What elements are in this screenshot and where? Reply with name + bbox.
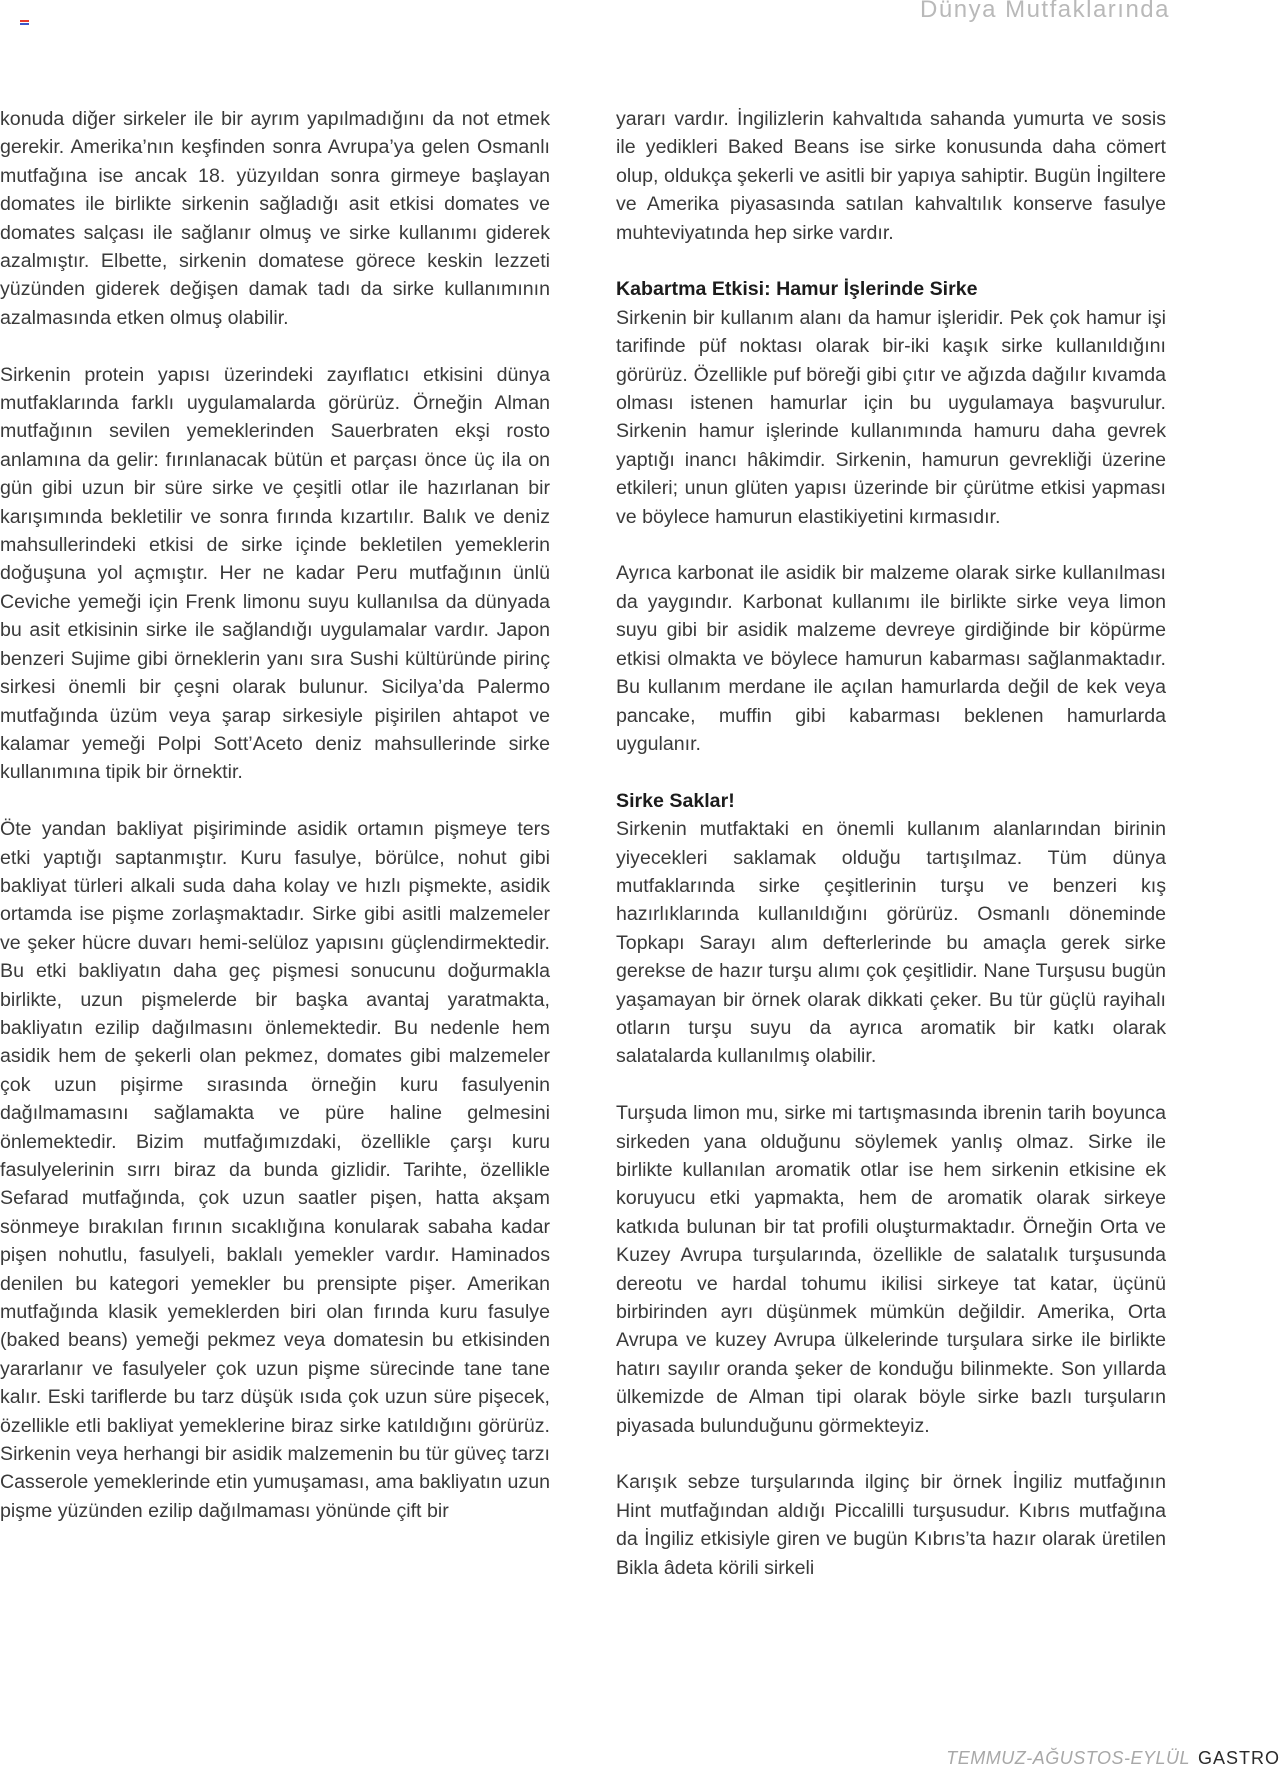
paragraph: konuda diğer sirkeler ile bir ayrım yapılmadığını da not etmek gerekir. Amerika’nın keşfinden sonra Avrupa’ya gelen Osmanlı mutfağına ise ancak 18. yüzyıldan sonra girmeye başlayan domates ile birlikte sirkenin sağladığı asit etkisi domates ve domates salçası ile sağlanır olmuş ve sirke kullanımı giderek azalmıştır. Elbette, sirkenin domatese görece keskin lezzeti yüzünden giderek değişen damak tadı da sirke kullanımının azalmasında etken olmuş olabilir. (0, 108, 550, 329)
paragraph: Karışık sebze turşularında ilginç bir örnek İngiliz mutfağının Hint mutfağından aldığı Piccalilli turşusudur. Kıbrıs mutfağına da İngiliz etkisiyle giren ve bugün Kıbrıs’ta hazır olarak üretilen Bikla âdeta körili sirkeli (616, 1471, 1166, 1579)
paragraph: Öte yandan bakliyat pişiriminde asidik ortamın pişmeye ters etki yaptığı saptanmıştır. Kuru fasulye, börülce, nohut gibi bakliyat türleri alkali suda daha kolay ve hızlı pişmekte, asidik ortamda ise pişme zorlaşmaktadır. Sirke gibi asitli malzemeler ve şeker hücre duvarı hemi-selüloz yapısını güçlendirmektedir. Bu etki bakliyatın daha geç pişmesi sonucunu doğurmakla birlikte, uzun pişmelerde bir başka avantaj yaratmakta, bakliyatın ezilip dağılmasını önlemektedir. Bu nedenle hem asidik hem de şekerli olan pekmez, domates gibi malzemeler çok uzun pişirme sırasında örneğin kuru fasulyenin dağılmamasını sağlamakta ve püre haline gelmesini önlemektedir. Bizim mutfağımızdaki, özellikle çarşı kuru fasulyelerinin sırrı biraz da bunda gizlidir. Tarihte, özellikle Sefarad mutfağında, çok uzun saatler pişen, hatta akşam sönmeye bırakılan fırının sıcaklığına konularak sabaha kadar pişen nohutlu, fasulyeli, baklalı yemekler vardır. Haminados denilen bu kategori yemekler bu prensipte pişer. Amerikan mutfağında klasik yemeklerden biri olan fırında kuru fasulye (baked beans) yemeği pekmez veya domatesin bu etkisinden yararlanır ve fasulyeler çok uzun pişme sürecinde tane tane kalır. Eski tariflerde bu tarz düşük ısıda çok uzun süre pişecek, özellikle etli bakliyat yemeklerine biraz sirke katıldığını görürüz. Sirkenin veya herhangi bir asidik malzemenin bu tür güveç tarzı Casserole yemeklerinde etin yumuşaması, ama bakliyatın uzun pişme yüzünden ezilip dağılmaması yönünde çift bir (0, 818, 550, 1522)
paragraph: Ayrıca karbonat ile asidik bir malzeme olarak sirke kullanılması da yaygındır. Karbonat kullanımı ile birlikte sirke veya limon suyu gibi bir asidik malzeme devreye girdiğinde bir köpürme etkisi olmakta ve böylece hamurun kabarması sağlanmaktadır. Bu kullanım merdane ile açılan hamurlarda değil de kek veya pancake, muffin gibi kabarması beklenen hamurlarda uygulanır. (616, 562, 1166, 755)
page-footer (946, 1748, 1280, 1768)
left-column (0, 105, 550, 1525)
issue-label: TEMMUZ-AĞUSTOS-EYLÜL (946, 1748, 1190, 1768)
section-heading: Sirke Saklar! (616, 789, 735, 812)
section-heading: Kabartma Etkisi: Hamur İşlerinde Sirke (616, 278, 978, 301)
right-column (616, 105, 1166, 1582)
logo-icon (20, 20, 29, 27)
paragraph: Sirkenin bir kullanım alanı da hamur işleridir. Pek çok hamur işi tarifinde püf noktası olarak bir-iki kaşık sirke kullanıldığını görürüz. Özellikle puf böreği gibi çıtır ve ağızda dağılır kıvamda olması istenen hamurlar için bu uygulamaya başvurulur. Sirkenin hamur işlerinde kullanımında hamuru daha gevrek yaptığı inancı hâkimdir. Sirkenin, hamurun gevrekliği üzerine etkileri; unun glüten yapısı üzerinde bir çürütme etkisi yapması ve böylece hamurun elastikiyetini kırmasıdır. (616, 306, 1166, 528)
page-header-title: Dünya Mutfaklarında (920, 0, 1170, 23)
paragraph: yararı vardır. İngilizlerin kahvaltıda sahanda yumurta ve sosis ile yedikleri Baked Beans ise sirke konusunda daha cömert olup, oldukça şekerli ve asitli bir yapıya sahiptir. Bugün İngiltere ve Amerika piyasasında satılan kahvaltılık konserve fasulye muhteviyatında hep sirke vardır. (616, 108, 1166, 244)
paragraph: Sirkenin protein yapısı üzerindeki zayıflatıcı etkisini dünya mutfaklarında farklı uygulamalarda görürüz. Örneğin Alman mutfağının sevilen yemeklerinden Sauerbraten ekşi rosto anlamına da gelir: fırınlanacak bütün et parçası önce üç ila on gün gibi uzun bir süre sirke ve çeşitli otlar ile hazırlanan bir karışımında bekletilir ve sonra fırında kızartılır. Balık ve deniz mahsullerindeki etkisi de sirke içinde bekletilen yemeklerin doğuşuna yol açmıştır. Her ne kadar Peru mutfağının ünlü Ceviche yemeği için Frenk limonu suyu kullanılsa da dünyada bu asit etkisinin sirke ile sağlandığı uygulamalar vardır. Japon benzeri Sujime gibi örneklerin yanı sıra Sushi kültüründe pirinç sirkesi önemli bir çeşni olarak bulunur. Sicilya’da Palermo mutfağında üzüm veya şarap sirkesiyle pişirilen ahtapot ve kalamar yemeği Polpi Sott’Aceto deniz mahsullerinde sirke kullanımına tipik bir örnektir. (0, 363, 550, 784)
paragraph: Sirkenin mutfaktaki en önemli kullanım alanlarından birinin yiyecekleri saklamak olduğu tartışılmaz. Tüm dünya mutfaklarında sirke çeşitlerinin turşu ve benzeri kış hazırlıklarında kullanıldığını görürüz. Osmanlı döneminde Topkapı Sarayı alım defterlerinde bu amaçla gerek sirke gerekse de hazır turşu alımı çok çeşitlidir. Nane Turşusu bugün yaşamayan bir örnek olarak dikkati çeker. Bu tür güçlü rayihalı otların turşu suyu da ayrıca aromatik bir katkı olarak salatalarda kullanılmış olabilir. (616, 818, 1166, 1068)
magazine-brand: GASTRO (1197, 1748, 1280, 1768)
paragraph: Turşuda limon mu, sirke mi tartışmasında ibrenin tarih boyunca sirkeden yana olduğunu söylemek yanlış olmaz. Sirke ile birlikte kullanılan aromatik otlar ise hem sirkenin etkisine ek koruyucu etki yapmakta, hem de aromatik olarak sirkeye katkıda bulunan bir tat profili oluşturmaktadır. Örneğin Orta ve Kuzey Avrupa turşularında, özellikle de salatalık turşusunda dereotu ve hardal tohumu ikilisi sirkeye tat katar, üçünü birbirinden ayrı düşünmek mümkün değildir. Amerika, Orta Avrupa ve kuzey Avrupa ülkelerinde turşulara sirke ile birlikte hatırı sayılır oranda şeker de konduğu bilinmekte. Son yıllarda ülkemizde de Alman tipi olarak böyle sirke bazlı turşuların piyasada bulunduğunu görmekteyiz. (616, 1102, 1166, 1437)
